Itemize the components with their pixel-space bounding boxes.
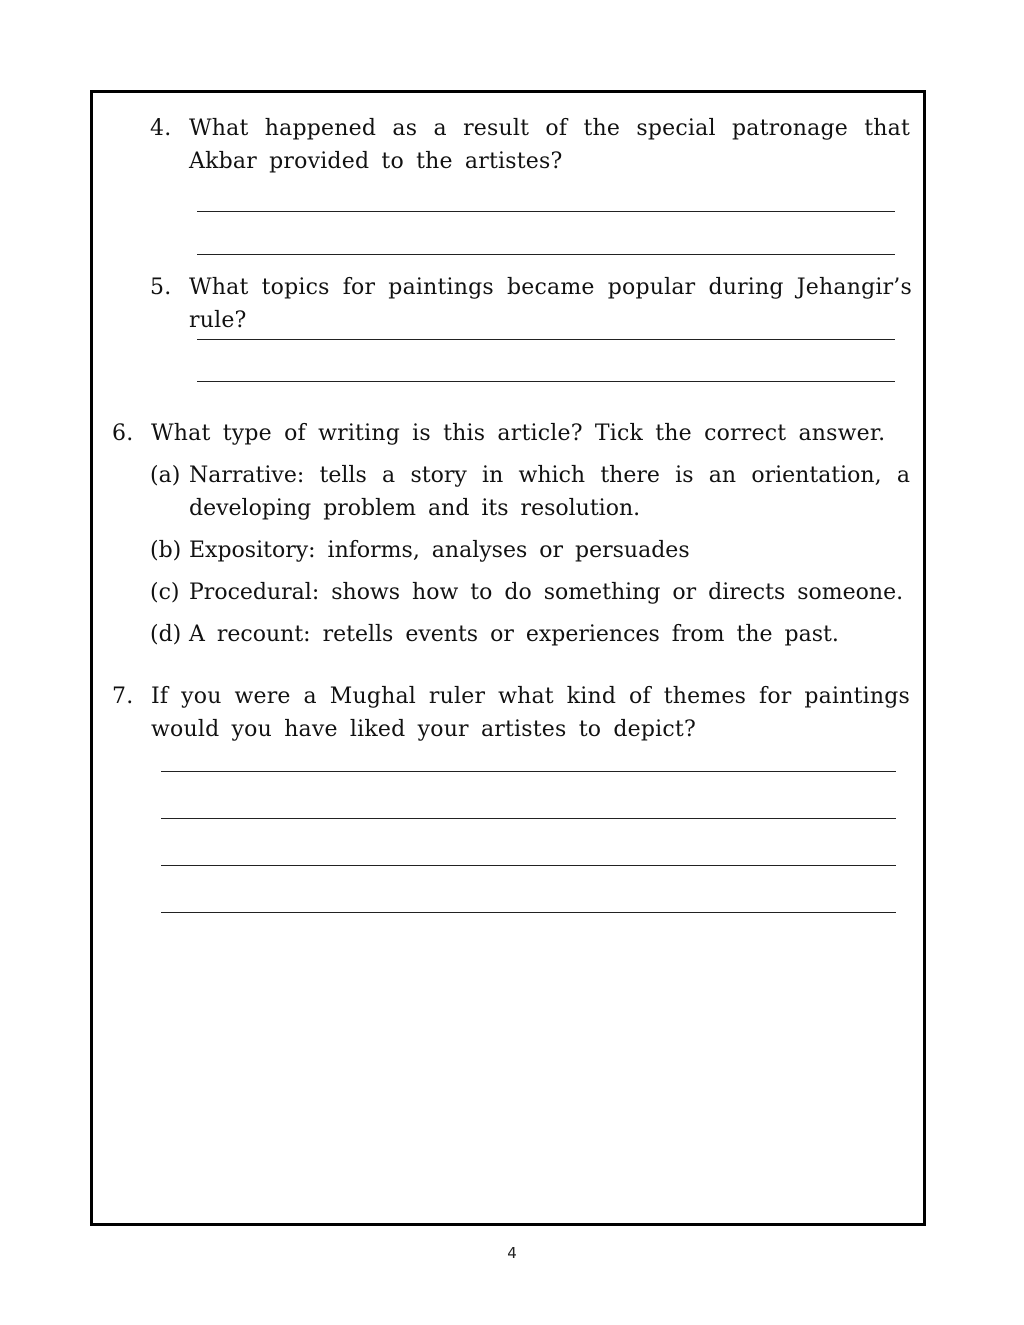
page-border: [90, 90, 926, 1226]
answer-line[interactable]: [197, 254, 895, 255]
question-text: If you were a Mughal ruler what kind of themes for paintings would you have liked your artistes to depict?: [151, 684, 910, 742]
option-b[interactable]: [150, 534, 910, 567]
answer-line[interactable]: [197, 339, 895, 340]
question-6: [112, 417, 910, 450]
option-text: Procedural: shows how to do something or directs someone.: [189, 580, 904, 605]
option-c[interactable]: [150, 576, 910, 609]
answer-line[interactable]: [161, 771, 896, 772]
question-number: 7.: [112, 684, 134, 709]
option-text: A recount: retells events or experiences from the past.: [189, 622, 839, 647]
question-5: [150, 271, 912, 337]
answer-line[interactable]: [161, 865, 896, 866]
option-a[interactable]: [150, 459, 910, 525]
answer-line[interactable]: [197, 211, 895, 212]
page-number: 4: [507, 1244, 517, 1262]
option-d[interactable]: [150, 618, 910, 651]
question-4: [150, 112, 910, 178]
option-label: (a): [150, 463, 181, 488]
option-label: (c): [150, 580, 180, 605]
option-text: Narrative: tells a story in which there is an orientation, a developing problem and its resolution.: [189, 463, 910, 521]
question-7: [112, 680, 910, 746]
question-number: 6.: [112, 421, 134, 446]
question-text: What type of writing is this article? Tick the correct answer.: [151, 421, 886, 446]
answer-line[interactable]: [197, 381, 895, 382]
option-label: (d): [150, 622, 182, 647]
answer-line[interactable]: [161, 818, 896, 819]
option-label: (b): [150, 538, 182, 563]
question-text: What topics for paintings became popular during Jehangir’s rule?: [189, 275, 912, 333]
question-text: What happened as a result of the special patronage that Akbar provided to the artistes?: [189, 116, 910, 174]
option-text: Expository: informs, analyses or persuades: [189, 538, 690, 563]
question-number: 5.: [150, 275, 172, 300]
question-number: 4.: [150, 116, 172, 141]
answer-line[interactable]: [161, 912, 896, 913]
